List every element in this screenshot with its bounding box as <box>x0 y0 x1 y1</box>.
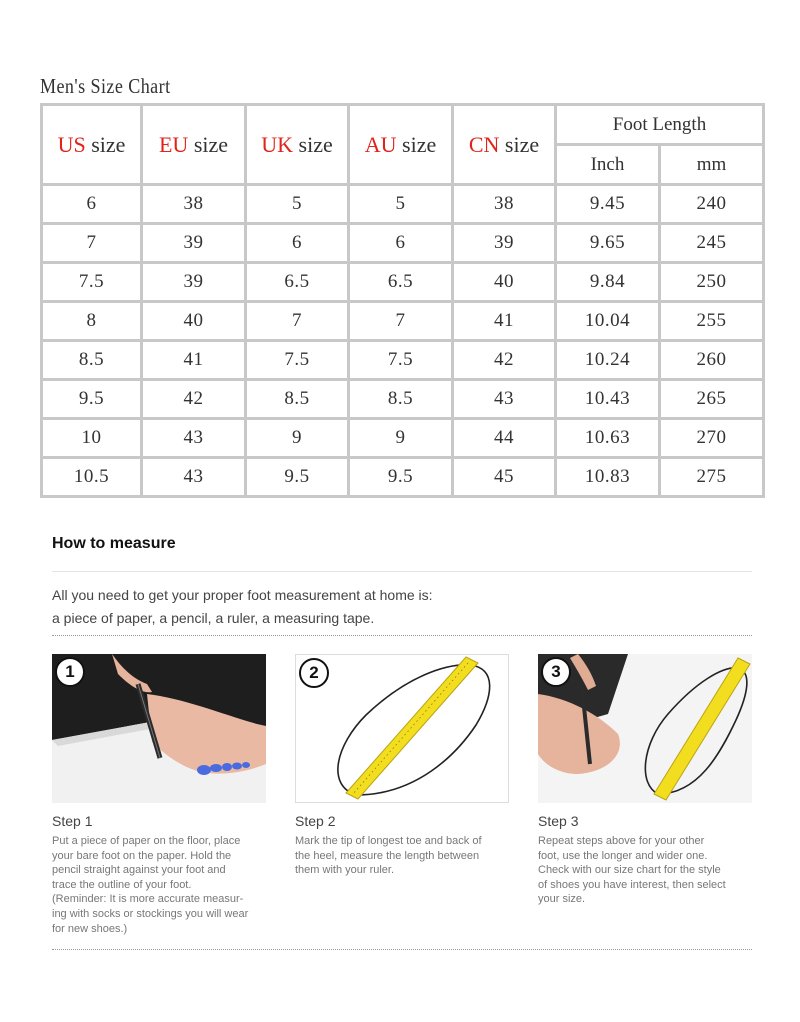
table-cell: 265 <box>660 380 764 419</box>
dotted-divider-top <box>52 635 752 636</box>
table-cell: 43 <box>142 458 246 497</box>
step-1-label: Step 1 <box>52 813 93 829</box>
table-cell: 6 <box>42 185 142 224</box>
header-au-size: AU size <box>349 105 453 185</box>
step-2-description: Mark the tip of longest toe and back of the heel, measure the length between them with your ruler. <box>295 835 482 877</box>
size-chart-body <box>42 185 764 497</box>
step-3 <box>538 654 752 907</box>
table-cell: 10.04 <box>556 302 660 341</box>
step-3-description: Repeat steps above for your other foot, use the longer and wider one. Check with our size chart for the style of shoes you have interest, then select your size. <box>538 835 726 906</box>
table-cell: 10.63 <box>556 419 660 458</box>
table-cell: 8.5 <box>246 380 349 419</box>
table-cell: 9 <box>349 419 453 458</box>
table-cell: 9 <box>246 419 349 458</box>
table-cell: 10.43 <box>556 380 660 419</box>
table-cell: 38 <box>142 185 246 224</box>
header-eu-size: EU size <box>142 105 246 185</box>
step-1 <box>52 654 266 936</box>
table-cell: 42 <box>453 341 556 380</box>
table-row <box>42 263 764 302</box>
table-cell: 40 <box>142 302 246 341</box>
table-cell: 9.5 <box>246 458 349 497</box>
table-row <box>42 419 764 458</box>
table-cell: 10.24 <box>556 341 660 380</box>
table-cell: 270 <box>660 419 764 458</box>
table-cell: 7.5 <box>246 341 349 380</box>
header-cn-size: CN size <box>453 105 556 185</box>
table-cell: 10 <box>42 419 142 458</box>
table-cell: 7 <box>42 224 142 263</box>
table-cell: 6 <box>349 224 453 263</box>
table-cell: 7.5 <box>42 263 142 302</box>
table-cell: 8.5 <box>42 341 142 380</box>
table-cell: 10.5 <box>42 458 142 497</box>
table-cell: 42 <box>142 380 246 419</box>
header-us-size: US size <box>42 105 142 185</box>
table-row <box>42 341 764 380</box>
table-cell: 43 <box>453 380 556 419</box>
table-cell: 8 <box>42 302 142 341</box>
step-2-photo <box>295 654 509 803</box>
measure-intro: All you need to get your proper foot measurement at home is: a piece of paper, a pencil, a ruler, a measuring tape. <box>52 587 433 626</box>
table-cell: 5 <box>246 185 349 224</box>
table-cell: 6 <box>246 224 349 263</box>
table-cell: 7 <box>246 302 349 341</box>
table-cell: 245 <box>660 224 764 263</box>
table-row <box>42 302 764 341</box>
table-cell: 44 <box>453 419 556 458</box>
table-row <box>42 458 764 497</box>
size-chart-table <box>40 103 765 498</box>
table-cell: 240 <box>660 185 764 224</box>
table-cell: 9.5 <box>42 380 142 419</box>
table-cell: 6.5 <box>349 263 453 302</box>
step-2-number-badge: 2 <box>299 658 329 688</box>
step-1-number-badge: 1 <box>55 657 85 687</box>
table-cell: 8.5 <box>349 380 453 419</box>
table-cell: 41 <box>142 341 246 380</box>
step-3-number-badge: 3 <box>541 657 571 687</box>
table-cell: 9.84 <box>556 263 660 302</box>
header-inch: Inch <box>556 145 660 185</box>
dotted-divider-bottom <box>52 949 752 950</box>
table-cell: 39 <box>453 224 556 263</box>
table-row <box>42 185 764 224</box>
step-1-description: Put a piece of paper on the floor, place your bare foot on the paper. Hold the pencil straight against your foot and trace the outline of your foot. (Reminder: It is more accurate measur- ing with socks or stockings you will wear for new shoes.) <box>52 835 249 935</box>
table-row <box>42 380 764 419</box>
table-cell: 9.45 <box>556 185 660 224</box>
table-cell: 7 <box>349 302 453 341</box>
table-cell: 9.5 <box>349 458 453 497</box>
table-cell: 39 <box>142 263 246 302</box>
table-cell: 6.5 <box>246 263 349 302</box>
size-chart-title: Men's Size Chart <box>40 74 171 98</box>
table-cell: 41 <box>453 302 556 341</box>
section-divider <box>52 571 752 572</box>
table-cell: 38 <box>453 185 556 224</box>
table-cell: 43 <box>142 419 246 458</box>
header-foot-length: Foot Length <box>556 105 764 145</box>
table-row <box>42 224 764 263</box>
table-cell: 255 <box>660 302 764 341</box>
table-cell: 45 <box>453 458 556 497</box>
table-cell: 275 <box>660 458 764 497</box>
table-cell: 39 <box>142 224 246 263</box>
step-1-photo <box>52 654 266 803</box>
step-3-photo <box>538 654 752 803</box>
header-mm: mm <box>660 145 764 185</box>
step-2-label: Step 2 <box>295 813 336 829</box>
table-cell: 40 <box>453 263 556 302</box>
step-3-label: Step 3 <box>538 813 579 829</box>
table-cell: 250 <box>660 263 764 302</box>
table-cell: 7.5 <box>349 341 453 380</box>
step-2 <box>295 654 509 878</box>
table-cell: 9.65 <box>556 224 660 263</box>
how-to-measure-title: How to measure <box>52 535 176 552</box>
table-cell: 10.83 <box>556 458 660 497</box>
table-cell: 5 <box>349 185 453 224</box>
table-cell: 260 <box>660 341 764 380</box>
header-uk-size: UK size <box>246 105 349 185</box>
